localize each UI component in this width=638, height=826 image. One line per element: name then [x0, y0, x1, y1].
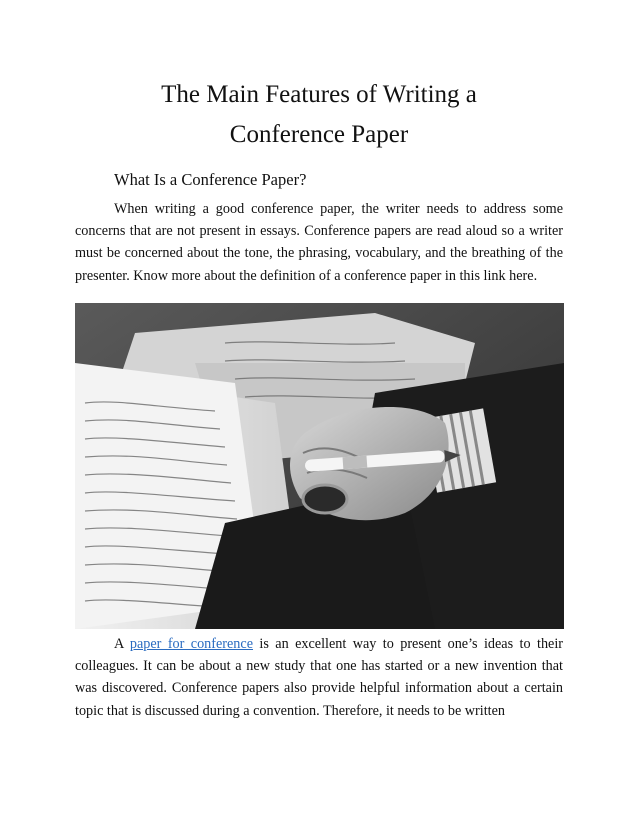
section-heading: What Is a Conference Paper?	[114, 170, 307, 189]
paragraph-intro: When writing a good conference paper, the writer needs to address some concerns that are not present in essays. Conference papers are read aloud so a writer must be concerned about the tone, the phrasing, vocabulary, and the breathing of the presenter. Know more about the definition of a conference paper in this link here.	[75, 201, 563, 284]
document-title-line-2: Conference Paper	[229, 121, 409, 148]
document-title-line-1: The Main Features of Writing a	[161, 81, 477, 108]
paragraph-body-prefix: A	[114, 636, 130, 652]
photo-hand-writing-with-pen	[75, 303, 564, 629]
paragraph-body-text: is an excellent way to present one’s ideas to their colleagues. It can be about a new study that one has started or a new invention that was discovered. Conference papers also provide helpful information about a certain topic that is discussed during a convention. Therefore, it needs to be written	[75, 636, 563, 719]
paragraph-body	[75, 633, 563, 722]
paper-for-conference-link[interactable]: paper for conference	[129, 636, 253, 652]
